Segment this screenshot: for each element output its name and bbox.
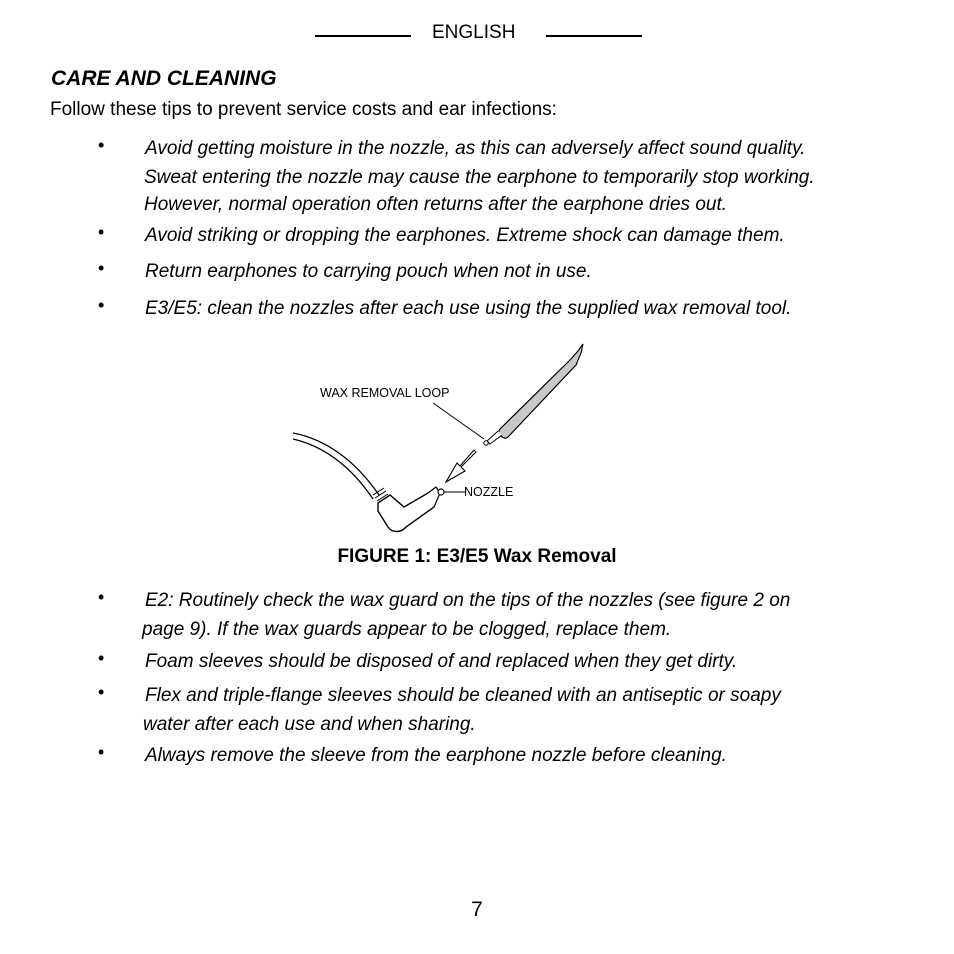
bullet-line: However, normal operation often returns after the earphone dries out. <box>144 194 728 215</box>
bullet-text <box>145 294 791 323</box>
bullet-text <box>145 681 781 739</box>
figure-caption: FIGURE 1: E3/E5 Wax Removal <box>337 546 617 567</box>
header-rule-right <box>546 35 642 37</box>
direction-arrow-icon <box>446 450 476 482</box>
bullet-symbol: • <box>98 742 105 762</box>
bullet-line: Return earphones to carrying pouch when not in use. <box>145 261 592 282</box>
bullet-line: Foam sleeves should be disposed of and replaced when they get dirty. <box>145 651 738 672</box>
label-nozzle: NOZZLE <box>464 485 514 499</box>
label-wax-removal-loop: WAX REMOVAL LOOP <box>320 386 450 400</box>
bullet-text <box>142 586 791 644</box>
earphone-body <box>378 493 435 532</box>
nozzle-tip <box>438 489 444 495</box>
bullet-text <box>145 647 737 676</box>
earphone-cable <box>293 439 373 499</box>
wax-removal-figure <box>280 335 610 545</box>
bullet-symbol: • <box>98 258 105 278</box>
bullet-symbol: • <box>98 587 105 607</box>
bullet-text <box>145 221 785 250</box>
bullet-symbol: • <box>98 295 105 315</box>
bullet-text <box>145 741 727 770</box>
page-number: 7 <box>471 898 483 921</box>
bullet-line: Avoid getting moisture in the nozzle, as this can adversely affect sound quality. <box>145 138 806 159</box>
bullet-text <box>145 257 592 286</box>
header-language: ENGLISH <box>432 22 516 43</box>
section-title: CARE AND CLEANING <box>51 67 277 90</box>
bullet-symbol: • <box>98 135 105 155</box>
loop-leader-line <box>433 403 484 439</box>
page-header <box>0 20 954 46</box>
bullet-line: Always remove the sleeve from the earphone nozzle before cleaning. <box>145 745 727 766</box>
bullet-line: Avoid striking or dropping the earphones. Extreme shock can damage them. <box>145 225 785 246</box>
bullet-line: E2: Routinely check the wax guard on the tips of the nozzles (see figure 2 on <box>145 590 791 611</box>
header-rule-left <box>315 35 411 37</box>
bullet-line: Sweat entering the nozzle may cause the earphone to temporarily stop working. <box>144 167 815 188</box>
bullet-line: E3/E5: clean the nozzles after each use using the supplied wax removal tool. <box>145 298 792 319</box>
bullet-symbol: • <box>98 682 105 702</box>
bullet-line: page 9). If the wax guards appear to be clogged, replace them. <box>142 619 672 640</box>
bullet-line: Flex and triple-flange sleeves should be cleaned with an antiseptic or soapy <box>145 685 781 706</box>
wax-removal-illustration <box>280 335 610 545</box>
bullet-symbol: • <box>98 648 105 668</box>
bullet-line: water after each use and when sharing. <box>143 714 476 735</box>
bullet-text <box>145 134 815 217</box>
bullet-symbol: • <box>98 222 105 242</box>
wax-removal-loop <box>484 441 488 445</box>
section-intro: Follow these tips to prevent service costs and ear infections: <box>50 99 557 120</box>
wax-removal-tool <box>484 344 583 445</box>
